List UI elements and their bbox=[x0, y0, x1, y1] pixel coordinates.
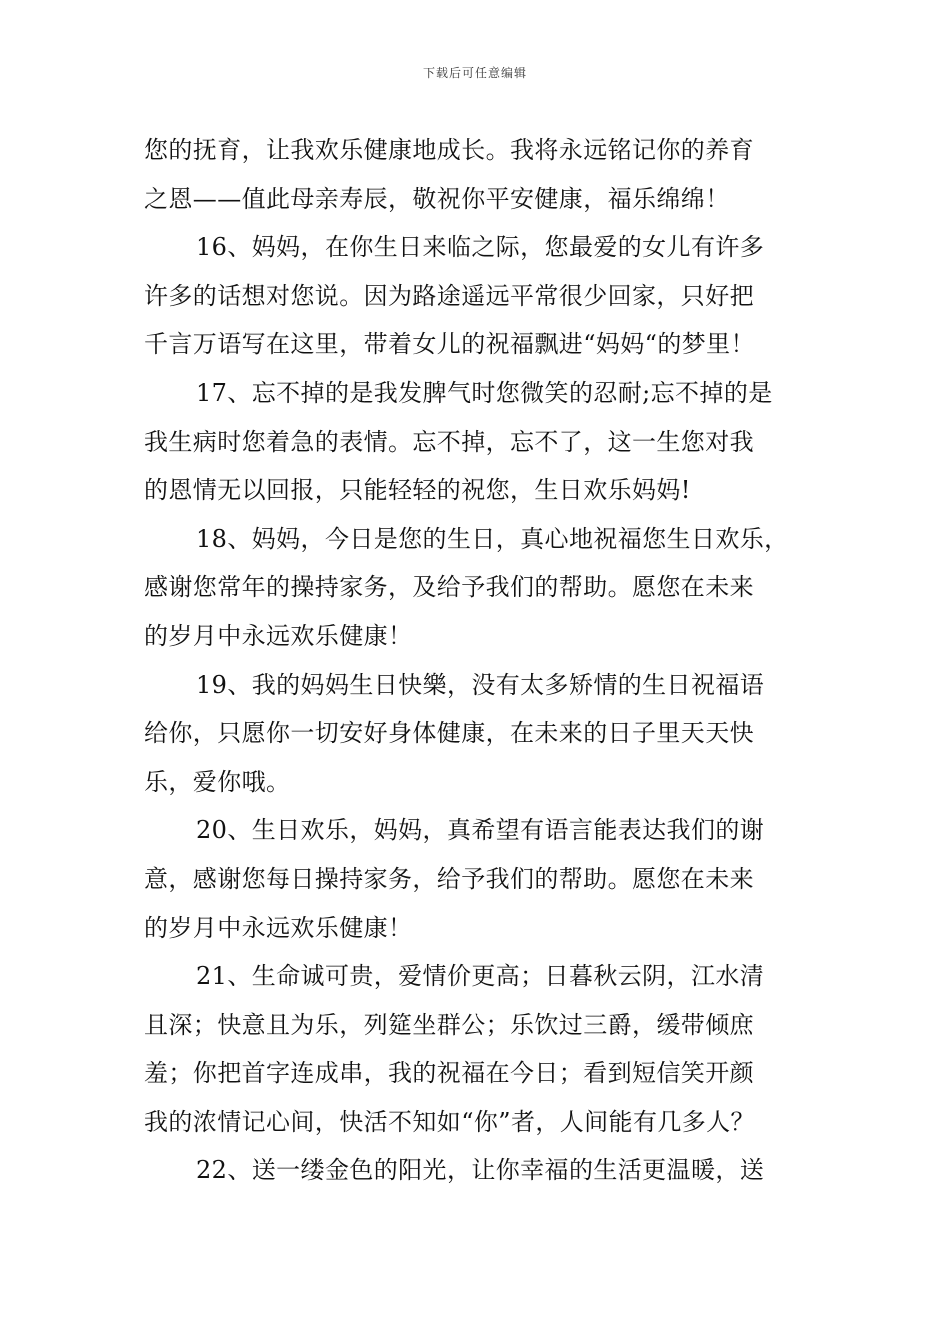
text-line: 我的浓情记心间，快活不知如“你”者，人间能有几多人？ bbox=[144, 1107, 755, 1136]
text-line: 给你，只愿你一切安好身体健康，在未来的日子里天天快 bbox=[144, 719, 754, 748]
text-line: 羞；你把首字连成串，我的祝福在今日；看到短信笑开颜 bbox=[144, 1059, 754, 1088]
text-line: 乐，爱你哦。 bbox=[144, 767, 291, 796]
paragraph-start-line: 21、生命诚可贵，爱情价更高；日暮秋云阴，江水清 bbox=[196, 962, 765, 991]
text-line: 且深；快意且为乐，列筵坐群公；乐饮过三爵，缓带倾庶 bbox=[144, 1010, 754, 1039]
paragraph-start-line: 22、送一缕金色的阳光，让你幸福的生活更温暖，送 bbox=[196, 1156, 765, 1185]
text-line: 之恩——值此母亲寿辰，敬祝你平安健康，福乐绵绵！ bbox=[144, 184, 730, 213]
text-line: 的恩情无以回报，只能轻轻的祝您，生日欢乐妈妈! bbox=[144, 476, 691, 505]
text-line: 千言万语写在这里，带着女儿的祝福飘进“妈妈“的梦里！ bbox=[144, 330, 755, 359]
paragraph-start-line: 20、生日欢乐，妈妈，真希望有语言能表达我们的谢 bbox=[196, 816, 765, 845]
text-line: 我生病时您着急的表情。忘不掉，忘不了，这一生您对我 bbox=[144, 427, 754, 456]
text-line: 的岁月中永远欢乐健康！ bbox=[144, 913, 413, 942]
paragraph-start-line: 19、我的妈妈生日快樂，没有太多矫情的生日祝福语 bbox=[196, 670, 765, 699]
paragraph-start-line: 17、忘不掉的是我发脾气时您微笑的忍耐;忘不掉的是 bbox=[196, 378, 773, 407]
document-body bbox=[144, 126, 808, 1195]
paragraph-start-line: 18、妈妈，今日是您的生日，真心地祝福您生日欢乐， bbox=[196, 524, 789, 553]
paragraph-start-line: 16、妈妈，在你生日来临之际，您最爱的女儿有许多 bbox=[196, 233, 765, 262]
page-header: 下载后可任意编辑 bbox=[422, 66, 527, 80]
text-line: 您的抚育，让我欢乐健康地成长。我将永远铭记你的养育 bbox=[144, 136, 754, 164]
text-line: 意，感谢您每日操持家务，给予我们的帮助。愿您在未来 bbox=[144, 864, 754, 893]
text-line: 感谢您常年的操持家务，及给予我们的帮助。愿您在未来 bbox=[144, 573, 754, 602]
text-line: 许多的话想对您说。因为路途遥远平常很少回家，只好把 bbox=[144, 281, 754, 310]
text-line: 的岁月中永远欢乐健康！ bbox=[144, 621, 413, 650]
